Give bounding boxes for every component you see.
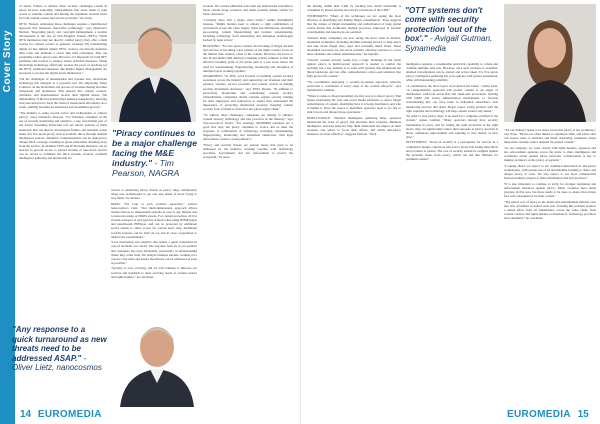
tim-pearson-photo xyxy=(111,4,196,122)
pull-quote-2-text: "Any response to a quick turnaround as new threats need to be addressed ASAP." xyxy=(12,325,107,363)
pull-quote-1-attribution: - Tim Pearson, NAGRA xyxy=(112,158,180,178)
paragraph: "It is also important to continue to lobby for stronger legislation and enforcement measures against piracy. Many countries have made progress in this area, but more needs to be done to ensure that pirates face real consequences for their actions." xyxy=(504,181,596,199)
paragraph: NFTs: "Indeed, addressing these challenges requires a multifaceted approach that harnesses innovative technology," says Intertrust's Nielsen. "Regarding piracy and copyright infringement, a notable development is the rise of Non-Fungible Tokens (NFTs). While NFTs themselves may not directly combat piracy, they offer a fresh avenue for content owners to generate revenues. By transforming digital art into limited edition NFTs, creators can directly monetise their work and maintain a closer link with consumers. This can potentially reduce piracy rates. However, it's important for both NFT platforms and creators to employ robust technical measures. While blockchain technology effectively secures the proof of purchase (of the NFT), additional measures like Digital Rights Management are necessary to protect the digital assets themselves." xyxy=(19,21,107,76)
paragraph: "When it comes to illegal streaming, the first step is to detect piracy. That means monitoring the web and social media platforms to detect illegal redistribution of content, identifying how it is being distributed, and who is behind it. Once the source is identified, operators need to act fast to shut it down and disrupt pirate operations." xyxy=(307,93,401,115)
magazine-brand: EUROMEDIA xyxy=(507,409,571,420)
paragraph: "On the challenges of monetization and revenue loss, blockchain technology has emerged as a powerful tool. By employing Smart Contracts on the blockchain, the process of revenue sharing becomes transparent and automated. This ensures that content creators, platforms, and intermediaries receive their rightful shares. The immutability of the blockchain helps enhance transparency, allowing everyone involved to track the chain of transactions effortlessly. As a result, auditing becomes an automated and streamlined process." xyxy=(19,76,107,110)
pull-quote-3-attribution: - Avigail Gutman, Synamedia xyxy=(405,34,493,53)
pull-quote-1 xyxy=(112,128,198,178)
portrait-image xyxy=(114,311,200,407)
oliver-lietz-photo xyxy=(114,311,200,407)
page-number: 14 xyxy=(20,409,32,420)
paragraph: BLOCKING: "For live sports content, the blocking of illegal streams and services is becoming a key priority of the rights owners' focus on the limited time window value of the content. However, the move to live IP and multi-CDN delivery is making it more complex to find the effective breaking point of the pirate path at a low level, hence the need for watermarking, fingerprinting, monitoring and disruption at multiple layers working together." xyxy=(203,44,293,73)
pull-quote-2-attribution: - Oliver Lietz, nanocosmos xyxy=(12,353,102,373)
paragraph: INTELLIGENCE: "Detailed intelligence gathering helps operators understand the scale of piracy and prioritise their response. Business intelligence and data analytics help them understand the impact on their revenues and where to focus their efforts, and which anti-piracy measures are most effective," suggests Pearson. "Such xyxy=(307,115,401,137)
right-page xyxy=(300,0,600,424)
article-column-3 xyxy=(504,128,596,406)
paragraph: intelligence requires a considerable analytical capability to collate and combine multiple data sets. However, once such evidence is available, detailed investigations can be started and action taken. For live sports piracy, intelligence gathering has to be quicker with greater automation, while still maintaining reliability. xyxy=(406,62,498,83)
paragraph: "The global cost of piracy to the media and entertainment industry runs into tens of billions of dollars each year. Tackling this problem requires a united effort from all stakeholders across the value chain, from content creators and rights holders to distributors, technology providers and consumers," he concludes. xyxy=(504,199,596,221)
article-column-1 xyxy=(307,4,401,406)
paragraph: crucial to addressing piracy threats as piracy rings continuously adopt new technologies to get one step ahead of those trying to stop them," he advises. xyxy=(111,188,197,201)
paragraph: "In order to stop piracy, there is no need for a complete overhaul of the system," argues Gutman. "Many operators already have security foundations in place, and by adding the right protection at the right layers, they can significantly reduce their exposure to piracy. Security is about continuous improvement and adapting to new threats as they arise." xyxy=(406,114,498,139)
paragraph: DDOS: "We look at each scenario separately," advises nanocosmos's Lietz. "Our multi-dimensional approach allows instant failover to independent systems in case of any failures due to network outage or DDOS attacks. For content protection, all live streams transport is encrypted by default when using RTMP ingest and nanoStream H5Player, and can be protected by additional secure tokens to allow access for certain users only. Additional security features can be built on top and in close cooperation to address the requirements." xyxy=(111,201,197,239)
pull-quote-3-text: "OTT systems don't come with security protection 'out of the box'." xyxy=(405,6,487,44)
portrait-image xyxy=(111,4,196,122)
article-column-2 xyxy=(406,62,498,406)
paragraph: AWARENESS: "At TPN, we're focused on building content security awareness across the industry and supporting our licensees and their partners, vendors, service providers and content owners in making security investment decisions," says TPN's Devine. "In addition to proactively monitoring and remediating content security vulnerabilities, companies should consider regular security training for their employees and contractors to ensure they understand the importance of protecting intellectual property. Keeping content security front of mind is critical for the whole supply chain." xyxy=(203,74,293,112)
right-footer xyxy=(507,409,593,420)
paragraph: "Instead, many companies are now seeing the most value in modern, automated techniques, including machine learning and AI, to help detect and take down illegal sites, apps and restreams much faster. These automated processes are also more scalable, allowing operators to cover more channels and content simultaneously," he explains. xyxy=(307,35,401,57)
paragraph: the lurking within their CDN by tracking how much bandwidth is consumed by pirates and the end service provisions of the CDN." xyxy=(307,4,401,13)
pull-quote-1-text: "Piracy continues to be a major challenge facing the M&E industry." xyxy=(112,128,198,168)
paragraph: "The industry is using several tactics and technologies to address piracy," notes NAGRA's Pearson. "For NAGRA, examples of the use of security monitoring and analytics, a key overarching part of our Active Streaming Protection tool set, shows patterns of illicit behaviour that can then be investigated further, and remedial action taken. For live sports piracy, such as football, this is through detailed intelligence sources, disruptive countermeasures can be deployed to disrupt illicit coverage, resulting in pirate subscribers churning away from the service. In addition, DNS and IP blocking measures can be enacted to prevent access to pirated streams or take-down notices can be served to terminate the illicit streams. Overall, continual intelligence gathering and monitoring are xyxy=(19,111,107,161)
paragraph: "Piracy and security threats are serious issues that need to be addressed by the industry, working together with technology providers, governments and law enforcement to protect the ecosystem," he notes. xyxy=(203,142,293,160)
paragraph: "Currently there isn't a single silver bullet," admits Streamhub's Gkanou. "Rights holders need to employ a right combination of preventions across the video supply chain and distribution, including geo-locking, content fingerprinting and forensic watermarking, including technology from monitoring and disruption technologies backed by legal action." xyxy=(203,17,293,43)
portrait-image xyxy=(504,4,596,122)
paragraph: "Overall, content security teams face a huge challenge in the battle against piracy. A multi-layered approach is needed to combat the problem, but a key element is to work with partners that understand the threat landscape and can offer comprehensive, end-to-end solutions that fully protect the content." xyxy=(307,57,401,79)
paragraph: "Looking ahead, we expect to see continued innovation in anti-piracy technologies, with greater use of AI and machine learning to detect and disrupt piracy at scale. We also expect to see more collaboration between industry players to share information and best practices." xyxy=(504,163,596,181)
paragraph: TECHNIQUES: "Many of the techniques we are seeing the most effective at identifying and halting illegal consumption," Pope suggests that the culture of illegal restreaming and redistribution of large global events means that traditional, manual processes employed in forensic watermarking and takedowns are outdated. xyxy=(307,13,401,35)
paragraph: revenue. We created additional tools with our nanoStream Guardian to block certain usage scenarios and make possible misuse visible for better detection." xyxy=(203,4,293,17)
left-footer xyxy=(20,409,102,420)
paragraph: "All our industry needs to be more aware that piracy is not victimless," says Pope. "Pirates are often linked to organised crime, and pirate sites can expose users to malware and fraud. Educating consumers about these risks can help reduce demand for pirated content." xyxy=(504,128,596,145)
magazine-brand: EUROMEDIA xyxy=(37,409,102,420)
paragraph: "Live monitoring and analytics that enable a quick turnaround in case of incidents are crucial. The response from all of our partners and customers has been invaluable, particularly in understanding where they come from. We analyse business models, working on a case-by-case basis and ensure that threats can be addressed as soon as possible." xyxy=(111,240,197,265)
article-column-3 xyxy=(203,4,293,406)
paragraph: "A combination, the more layers of protection the better," claims Lietz. "A comprehensive approach will protect content at all stages of distribution, with both server-side and client-side protections. Starting with DRM and strong authentication mechanisms, to forensic watermarking that can trace leaks to individual subscribers, plus monitoring services that detect illegal copies. Using partners with the right expertise and technology will help content owners stay ahead." xyxy=(406,84,498,113)
paragraph: "To address these challenges, companies are turning to enhance content security technology and best practices in the industry," says Viaccess-Orca's Devin. "For example, MultiDRM solutions are a good first step, but piracy continues to evolve and so must the response. A combination of technology, including watermarking, fingerprinting, monitoring and automated takedowns, with legal enforcement creates a strong defence." xyxy=(203,112,293,142)
paragraph: "At our company, we work closely with rights holders, operators and law enforcement agencies across the globe to share intelligence and coordinate action against pirate networks. Collaboration is key to making an impact on the piracy ecosystem." xyxy=(504,145,596,163)
section-tab-label: Cover Story xyxy=(2,30,13,93)
paragraph: INVESTMENT: "Invest in security is a prerequisite for success in a competitive market. Operators who fail to invest risk losing subscribers and revenues to pirates. The cost of security should be weighed against the potential losses from piracy, which can run into millions for premium content." xyxy=(406,140,498,161)
avigail-gutman-photo xyxy=(504,4,596,122)
paragraph: "Security is ever evolving, and we will continue to improve our services and standards to meet evolving needs of content owners and rights holders," he concludes. xyxy=(111,266,197,279)
paragraph: "We recommend deploying a security-by-design approach, whereby protection is considered at every stage of the content lifecycle," says Synamedia's Gutman. xyxy=(307,79,401,93)
pull-quote-2 xyxy=(12,325,107,373)
page-number: 15 xyxy=(577,409,589,420)
pull-quote-3 xyxy=(405,6,499,53)
paragraph: of attack. Failure to address these security challenges results in pirate services exploiting vulnerabilities that allow them to gain access to valuable content and hurting the legitimate revenue bases for both content owners and service providers," he warns. xyxy=(19,4,107,21)
